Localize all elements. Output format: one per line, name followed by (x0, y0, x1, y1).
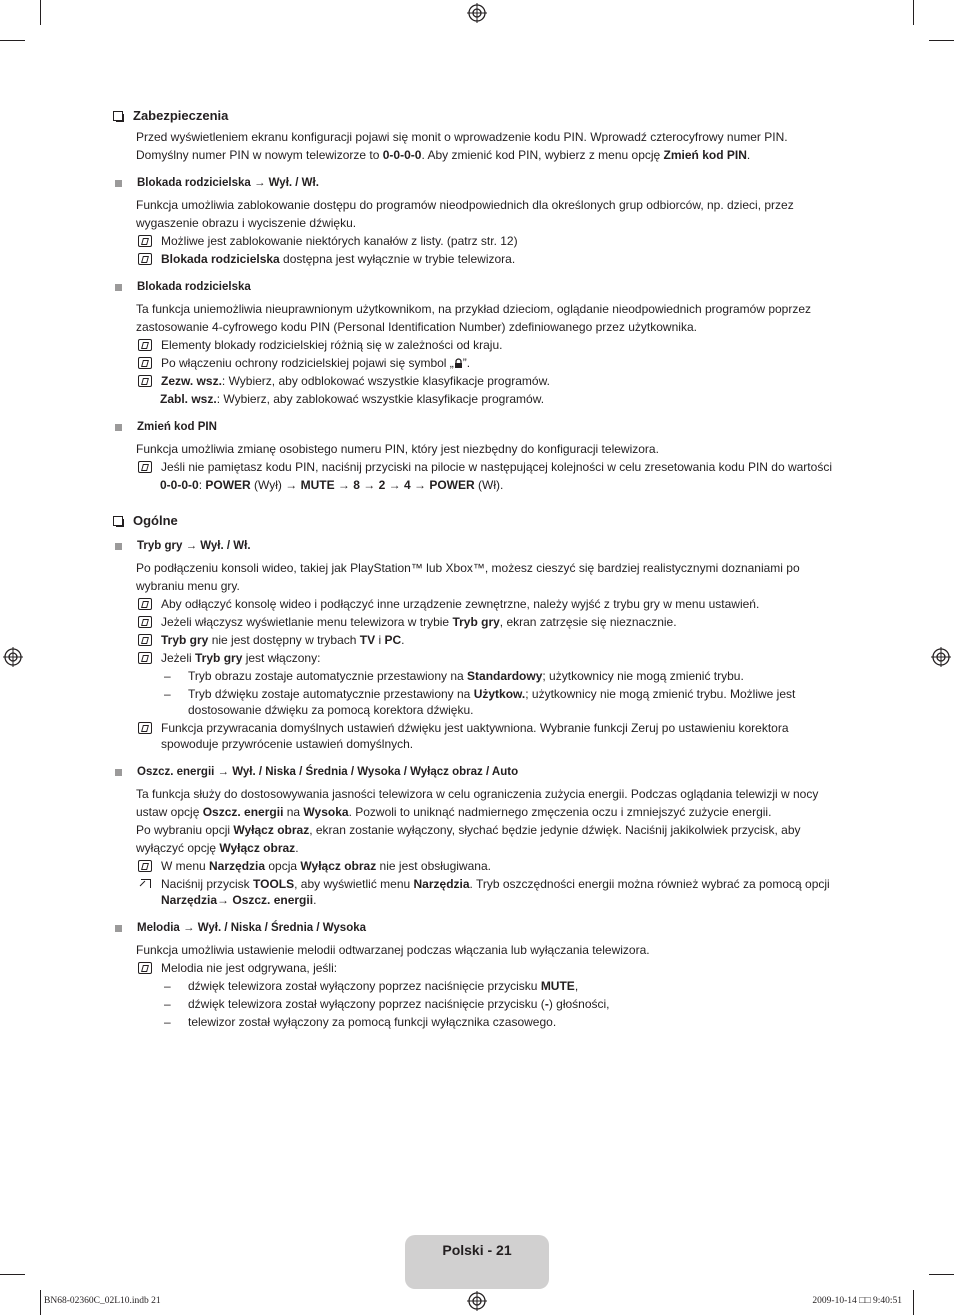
paragraph: Po wybraniu opcji Wyłącz obraz, ekran zostanie wyłączony, słychać będzie jedynie dźwięk. Naciśnij jakikolwiek przycisk, aby (136, 823, 801, 837)
note-item: Możliwe jest zablokowanie niektórych kanałów z listy. (patrz str. 12) (136, 233, 847, 249)
paragraph: wygaszenie obrazu i wyciszenie dźwięku. (136, 216, 357, 230)
dash-item: – telewizor został wyłączony za pomocą funkcji wyłącznika czasowego. (164, 1015, 557, 1029)
subheading-melody: Melodia → Wył. / Niska / Średnia / Wysoka (112, 920, 847, 936)
square-bullet-icon (115, 543, 122, 550)
note-item: Elementy blokady rodzicielskiej różnią się w zależności od kraju. (136, 337, 847, 353)
dash-item: – dźwięk telewizora został wyłączony poprzez naciśnięcie przycisku MUTE, (164, 979, 579, 993)
note-icon (138, 962, 152, 974)
note-item: Jeżeli włączysz wyświetlanie menu telewizora w trybie Tryb gry, ekran zatrzęsie się nieznacznie. (136, 614, 847, 630)
square-bullet-icon (115, 769, 122, 776)
tools-note-item: Naciśnij przycisk TOOLS, aby wyświetlić menu Narzędzia. Tryb oszczędności energii można również wybrać za pomocą opcji Narzędzia→ Oszcz. energii. (136, 876, 847, 908)
note-item: Blokada rodzicielska dostępna jest wyłącznie w trybie telewizora. (136, 251, 847, 267)
registration-mark-icon (467, 1291, 487, 1311)
crop-mark (913, 0, 914, 25)
tools-icon (138, 878, 152, 890)
note-icon (138, 652, 152, 664)
paragraph: zastosowanie 4-cyfrowego kodu PIN (Personal Identification Number) zdefiniowanego przez użytkownika. (136, 320, 697, 334)
paragraph: Funkcja umożliwia zablokowanie dostępu do programów nieodpowiednich dla określonych grup odbiorców, np. dzieci, przez (136, 198, 794, 212)
square-bullet-icon (115, 180, 122, 187)
paragraph: Ta funkcja służy do dostosowywania jasności telewizora w celu ograniczenia zużycia energii. Podczas oglądania telewizji w nocy (136, 787, 819, 801)
paragraph: Po podłączeniu konsoli wideo, takiej jak PlayStation™ lub Xbox™, możesz cieszyć się bardziej realistycznymi doznaniami po (136, 561, 800, 575)
crop-mark (913, 1290, 914, 1315)
subheading-lock-onoff: Blokada rodzicielska → Wył. / Wł. (112, 175, 847, 191)
crop-mark (0, 1274, 25, 1275)
subheading-lock: Blokada rodzicielska (112, 279, 847, 295)
registration-mark-icon (3, 647, 23, 667)
note-icon (138, 339, 152, 351)
square-bullet-icon (115, 284, 122, 291)
paragraph: wybraniu menu gry. (136, 579, 240, 593)
note-icon (138, 598, 152, 610)
checkbox-bullet-icon (113, 111, 123, 121)
dash-item: – dźwięk telewizora został wyłączony poprzez naciśnięcie przycisku (-) głośności, (164, 997, 610, 1011)
section-heading-general: Ogólne (112, 513, 847, 529)
note-icon (138, 357, 152, 369)
square-bullet-icon (115, 424, 122, 431)
checkbox-bullet-icon (113, 516, 123, 526)
note-icon (138, 616, 152, 628)
subheading-energy-saving: Oszcz. energii → Wył. / Niska / Średnia / Wysoka / Wyłącz obraz / Auto (112, 764, 847, 780)
paragraph: Domyślny numer PIN w nowym telewizorze to 0-0-0-0. Aby zmienić kod PIN, wybierz z menu opcję Zmień kod PIN. (136, 148, 751, 162)
subheading-change-pin: Zmień kod PIN (112, 419, 847, 435)
note-item: Tryb gry nie jest dostępny w trybach TV i PC. (136, 632, 847, 648)
paragraph: 0-0-0-0: POWER (Wył) → MUTE → 8 → 2 → 4 → POWER (Wł). (160, 478, 504, 492)
dash-item: – Tryb obrazu zostaje automatycznie przestawiony na Standardowy; użytkownicy nie mogą zmienić trybu. (164, 669, 744, 683)
note-item: Zezw. wsz.: Wybierz, aby odblokować wszystkie klasyfikacje programów. (136, 373, 847, 389)
note-icon (138, 860, 152, 872)
paragraph: Funkcja umożliwia zmianę osobistego numeru PIN, który jest niezbędny do konfiguracji telewizora. (136, 442, 659, 456)
note-icon (138, 634, 152, 646)
note-item: Jeśli nie pamiętasz kodu PIN, naciśnij przyciski na pilocie w następującej kolejności w celu zresetowania kodu PIN do wartości (136, 459, 847, 475)
paragraph: Przed wyświetleniem ekranu konfiguracji pojawi się monit o wprowadzenie kodu PIN. Wprowadź czterocyfrowy numer PIN. (136, 130, 788, 144)
dash-item: – Tryb dźwięku zostaje automatycznie przestawiony na Użytkow.; użytkownicy nie mogą zmienić trybu. Możliwe jest dostosowanie dźwięku za pomocą korektora dźwięku. (164, 687, 796, 717)
note-icon (138, 253, 152, 265)
note-item: Funkcja przywracania domyślnych ustawień dźwięku jest uaktywniona. Wybranie funkcji Zeruj po ustawieniu korektora spowoduje przywrócenie ustawień domyślnych. (136, 720, 847, 752)
subheading-game-mode: Tryb gry → Wył. / Wł. (112, 538, 847, 554)
note-item: Po włączeniu ochrony rodzicielskiej pojawi się symbol „ ”. (136, 355, 847, 371)
crop-mark (929, 40, 954, 41)
paragraph: wyłączyć opcję Wyłącz obraz. (136, 841, 299, 855)
note-icon (138, 461, 152, 473)
crop-mark (40, 0, 41, 25)
note-item: Melodia nie jest odgrywana, jeśli: (136, 960, 847, 976)
note-icon (138, 235, 152, 247)
page-content (112, 108, 847, 1032)
note-item: W menu Narzędzia opcja Wyłącz obraz nie jest obsługiwana. (136, 858, 847, 874)
crop-mark (929, 1274, 954, 1275)
note-icon (138, 375, 152, 387)
paragraph: Funkcja umożliwia ustawienie melodii odtwarzanej podczas włączania lub wyłączania telewizora. (136, 943, 650, 957)
note-icon (138, 722, 152, 734)
page-number-label: Polski - 21 (405, 1235, 549, 1289)
note-item: Aby odłączyć konsolę wideo i podłączyć inne urządzenie zewnętrzne, należy wyjść z trybu gry w menu ustawień. (136, 596, 847, 612)
registration-mark-icon (931, 647, 951, 667)
paragraph: Zabl. wsz.: Wybierz, aby zablokować wszystkie klasyfikacje programów. (160, 392, 545, 406)
lock-icon (454, 358, 463, 368)
crop-mark (40, 1290, 41, 1315)
paragraph: Ta funkcja uniemożliwia nieuprawnionym użytkownikom, na przykład dzieciom, oglądanie nieodpowiednich programów poprzez (136, 302, 812, 316)
square-bullet-icon (115, 925, 122, 932)
note-item: Jeżeli Tryb gry jest włączony: (136, 650, 847, 666)
footer-file-name: BN68-02360C_02L10.indb 21 (44, 1296, 161, 1306)
registration-mark-icon (467, 3, 487, 23)
footer-timestamp: 2009-10-14 □□ 9:40:51 (812, 1296, 902, 1306)
paragraph: ustaw opcję Oszcz. energii na Wysoka. Pozwoli to uniknąć nadmiernego zmęczenia oczu i zmniejszyć zużycie energii. (136, 805, 772, 819)
section-heading-security: Zabezpieczenia (112, 108, 847, 124)
crop-mark (0, 40, 25, 41)
